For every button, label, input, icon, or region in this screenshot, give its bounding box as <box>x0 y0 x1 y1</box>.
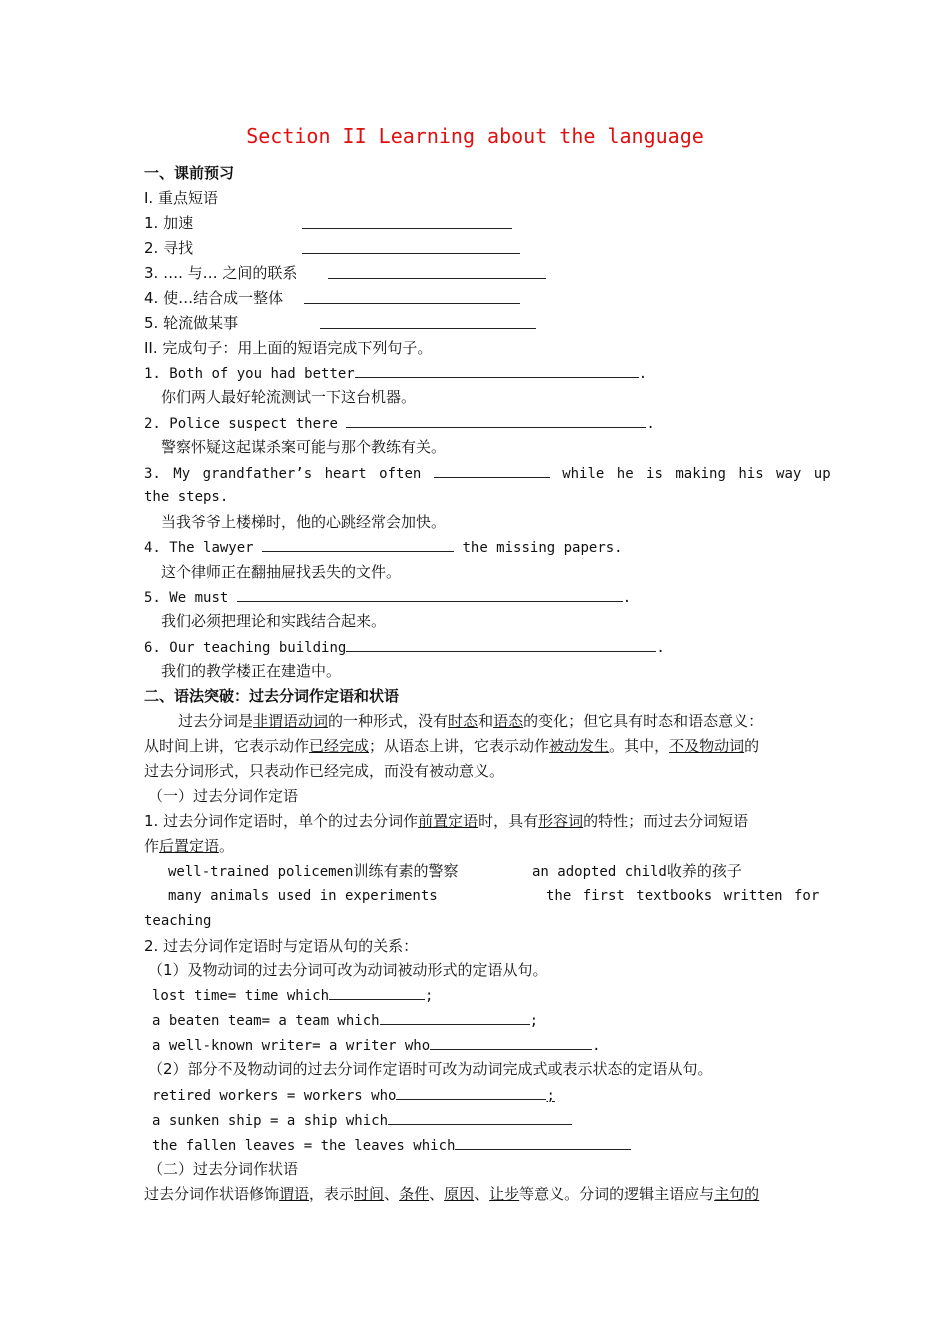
answer-blank[interactable] <box>237 586 623 602</box>
rule1-heading: （1）及物动词的过去分词可改为动词被动形式的定语从句。 <box>148 961 548 979</box>
answer-blank[interactable] <box>346 636 656 652</box>
subheading-key-phrases: I. 重点短语 <box>144 189 218 207</box>
answer-blank[interactable] <box>455 1134 631 1150</box>
sentence-item: 6. Our teaching building . <box>144 636 665 659</box>
intro-paragraph-line: 从时间上讲，它表示动作已经完成；从语态上讲，它表示动作被动发生。其中，不及物动词的 <box>144 737 760 755</box>
phrase-item: 5. 轮流做某事 <box>144 314 239 332</box>
example-item: well-trained policemen训练有素的警察 <box>168 862 459 880</box>
rule-item: a sunken ship = a ship which <box>152 1109 572 1132</box>
answer-blank[interactable] <box>380 1009 530 1025</box>
answer-blank[interactable] <box>355 362 639 378</box>
phrase-item: 1. 加速 <box>144 214 194 232</box>
rule-item: a beaten team= a team which ; <box>152 1009 538 1032</box>
point1-line: 1. 过去分词作定语时，单个的过去分词作前置定语时，具有形容词的特性；而过去分词短语 <box>144 812 749 830</box>
sentence-item: 5. We must . <box>144 586 631 609</box>
answer-blank[interactable] <box>262 536 454 552</box>
answer-blank[interactable] <box>328 263 546 279</box>
example-item: an adopted child收养的孩子 <box>532 862 742 880</box>
answer-blank[interactable] <box>430 1034 592 1050</box>
sentence-item: 1. Both of you had better . <box>144 362 647 385</box>
answer-blank[interactable] <box>396 1084 546 1100</box>
answer-blank[interactable] <box>329 984 425 1000</box>
answer-blank[interactable] <box>304 288 520 304</box>
example-item: the first textbooks written for <box>546 888 820 904</box>
sentence-item: 2. Police suspect there . <box>144 412 655 435</box>
sentence-translation: 这个律师正在翻抽屉找丢失的文件。 <box>161 563 402 581</box>
adverbial-paragraph-line: 过去分词作状语修饰谓语，表示时间、条件、原因、让步等意义。分词的逻辑主语应与主句的 <box>144 1185 760 1203</box>
subsection-heading-adverbial: （二）过去分词作状语 <box>148 1160 299 1178</box>
section-heading-preview: 一、课前预习 <box>144 164 235 182</box>
sentence-translation: 我们的教学楼正在建造中。 <box>161 662 342 680</box>
subsection-heading-attributive: （一）过去分词作定语 <box>148 787 299 805</box>
point2-heading: 2. 过去分词作定语时与定语从句的关系： <box>144 937 419 955</box>
rule-item: lost time= time which ; <box>152 984 433 1007</box>
phrase-item: 2. 寻找 <box>144 239 194 257</box>
phrase-item: 3. …. 与… 之间的联系 <box>144 264 298 282</box>
subheading-complete-sentences: II. 完成句子：用上面的短语完成下列句子。 <box>144 339 433 357</box>
example-item: many animals used in experiments <box>168 888 438 904</box>
point1-line: 作后置定语。 <box>144 837 235 855</box>
sentence-translation: 我们必须把理论和实践结合起来。 <box>161 612 387 630</box>
rule-item: the fallen leaves = the leaves which <box>152 1134 631 1157</box>
sentence-translation: 警察怀疑这起谋杀案可能与那个教练有关。 <box>161 438 447 456</box>
intro-paragraph-line: 过去分词是非谓语动词的一种形式，没有时态和语态的变化；但它具有时态和语态意义： <box>178 712 764 730</box>
phrase-item: 4. 使…结合成一整体 <box>144 289 284 307</box>
sentence-translation: 你们两人最好轮流测试一下这台机器。 <box>161 388 417 406</box>
answer-blank[interactable] <box>346 412 646 428</box>
answer-blank[interactable] <box>320 313 536 329</box>
sentence-item: 4. The lawyer the missing papers. <box>144 536 623 559</box>
answer-blank[interactable] <box>388 1109 572 1125</box>
rule2-heading: （2）部分不及物动词的过去分词作定语时可改为动词完成式或表示状态的定语从句。 <box>148 1060 713 1078</box>
rule-item: a well-known writer= a writer who . <box>152 1034 601 1057</box>
answer-blank[interactable] <box>302 213 512 229</box>
sentence-item: 3. My grandfather’s heart often while he is making his way up <box>144 462 831 485</box>
answer-blank[interactable] <box>434 462 550 478</box>
example-item: teaching <box>144 913 212 929</box>
rule-item: retired workers = workers who ; <box>152 1084 555 1107</box>
intro-paragraph-line: 过去分词形式，只表动作已经完成，而没有被动意义。 <box>144 762 505 780</box>
section-heading-grammar: 二、语法突破：过去分词作定语和状语 <box>144 687 400 705</box>
sentence-translation: 当我爷爷上楼梯时，他的心跳经常会加快。 <box>161 513 447 531</box>
page-title: Section II Learning about the language <box>246 124 704 148</box>
answer-blank[interactable] <box>302 238 520 254</box>
sentence-continuation: the steps. <box>144 489 229 505</box>
